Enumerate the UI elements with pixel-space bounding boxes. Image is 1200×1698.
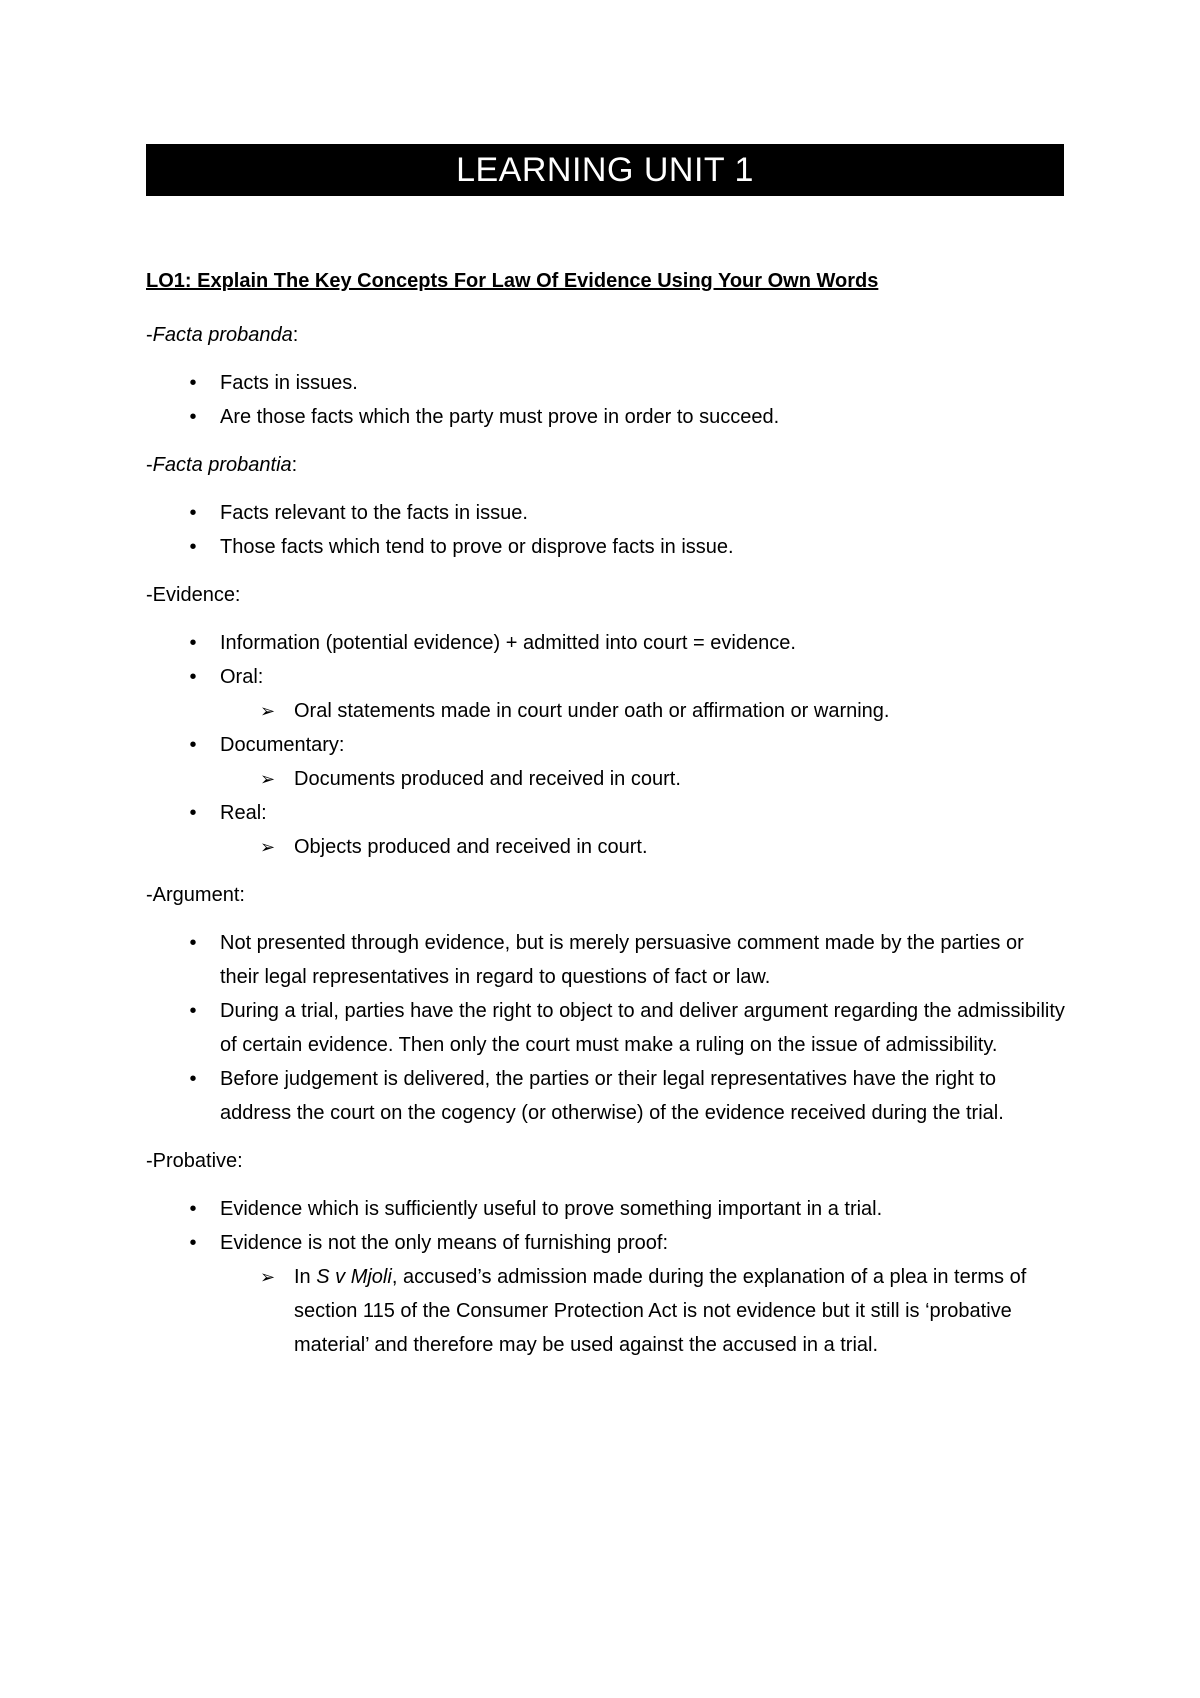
list-item: • Facts relevant to the facts in issue. xyxy=(146,496,1066,530)
list-item: • Evidence is not the only means of furnishing proof: ➢ In S v Mjoli, accused’s admission made during the explanation of a plea in terms of section 115 of the Consumer Protection Act is not evidence but it still is ‘probative material’ and therefore may be used against the accused in a trial. xyxy=(146,1226,1066,1362)
bullet-icon: • xyxy=(189,536,197,558)
bullet-icon: • xyxy=(189,1068,197,1090)
sub-list-item: ➢ Documents produced and received in court. xyxy=(220,762,1066,796)
arrow-bullet-icon: ➢ xyxy=(260,701,276,721)
list-item: • Facts in issues. xyxy=(146,366,1066,400)
bullet-icon: • xyxy=(189,406,197,428)
facta-probantia-list xyxy=(146,496,1066,564)
term-facta-probantia: -Facta probantia: xyxy=(146,454,298,476)
list-item: • Oral: ➢ Oral statements made in court under oath or affirmation or warning. xyxy=(146,660,1066,728)
learning-unit-title xyxy=(146,144,1064,196)
sub-list-item: ➢ In S v Mjoli, accused’s admission made during the explanation of a plea in terms of section 115 of the Consumer Protection Act is not evidence but it still is ‘probative material’ and therefore may be used against the accused in a trial. xyxy=(220,1260,1066,1362)
bullet-icon: • xyxy=(189,666,197,688)
arrow-bullet-icon: ➢ xyxy=(260,769,276,789)
bullet-icon: • xyxy=(189,734,197,756)
sub-list xyxy=(220,694,1066,728)
list-item: • Not presented through evidence, but is merely persuasive comment made by the parties or their legal representatives in regard to questions of fact or law. xyxy=(146,926,1066,994)
facta-probanda-list xyxy=(146,366,1066,434)
evidence-list xyxy=(146,626,1066,864)
term-argument: -Argument: xyxy=(146,884,245,906)
sub-list xyxy=(220,1260,1066,1362)
list-item: • Information (potential evidence) + admitted into court = evidence. xyxy=(146,626,1066,660)
case-name: S v Mjoli xyxy=(316,1266,392,1288)
list-item: • Are those facts which the party must prove in order to succeed. xyxy=(146,400,1066,434)
term-evidence: -Evidence: xyxy=(146,584,241,606)
list-item: • During a trial, parties have the right to object to and deliver argument regarding the admissibility of certain evidence. Then only the court must make a ruling on the issue of admissibility. xyxy=(146,994,1066,1062)
arrow-bullet-icon: ➢ xyxy=(260,1267,276,1287)
bullet-icon: • xyxy=(189,632,197,654)
sub-list-item: ➢ Objects produced and received in court. xyxy=(220,830,1066,864)
bullet-icon: • xyxy=(189,1198,197,1220)
term-facta-probanda: -Facta probanda: xyxy=(146,324,299,346)
term-probative: -Probative: xyxy=(146,1150,243,1172)
sub-list-item: ➢ Oral statements made in court under oath or affirmation or warning. xyxy=(220,694,1066,728)
sub-list xyxy=(220,830,1066,864)
bullet-icon: • xyxy=(189,502,197,524)
title-text: LEARNING UNIT 1 xyxy=(456,150,754,189)
bullet-icon: • xyxy=(189,802,197,824)
sub-list xyxy=(220,762,1066,796)
list-item: • Evidence which is sufficiently useful to prove something important in a trial. xyxy=(146,1192,1066,1226)
bullet-icon: • xyxy=(189,1232,197,1254)
list-item: • Before judgement is delivered, the parties or their legal representatives have the right to address the court on the cogency (or otherwise) of the evidence received during the trial. xyxy=(146,1062,1066,1130)
argument-list xyxy=(146,926,1066,1130)
list-item: • Those facts which tend to prove or disprove facts in issue. xyxy=(146,530,1066,564)
list-item: • Real: ➢ Objects produced and received in court. xyxy=(146,796,1066,864)
lo-heading: LO1: Explain The Key Concepts For Law Of Evidence Using Your Own Words xyxy=(146,270,879,292)
arrow-bullet-icon: ➢ xyxy=(260,837,276,857)
notes-content xyxy=(146,318,1066,1376)
bullet-icon: • xyxy=(189,1000,197,1022)
bullet-icon: • xyxy=(189,932,197,954)
bullet-icon: • xyxy=(189,372,197,394)
probative-list xyxy=(146,1192,1066,1362)
list-item: • Documentary: ➢ Documents produced and received in court. xyxy=(146,728,1066,796)
